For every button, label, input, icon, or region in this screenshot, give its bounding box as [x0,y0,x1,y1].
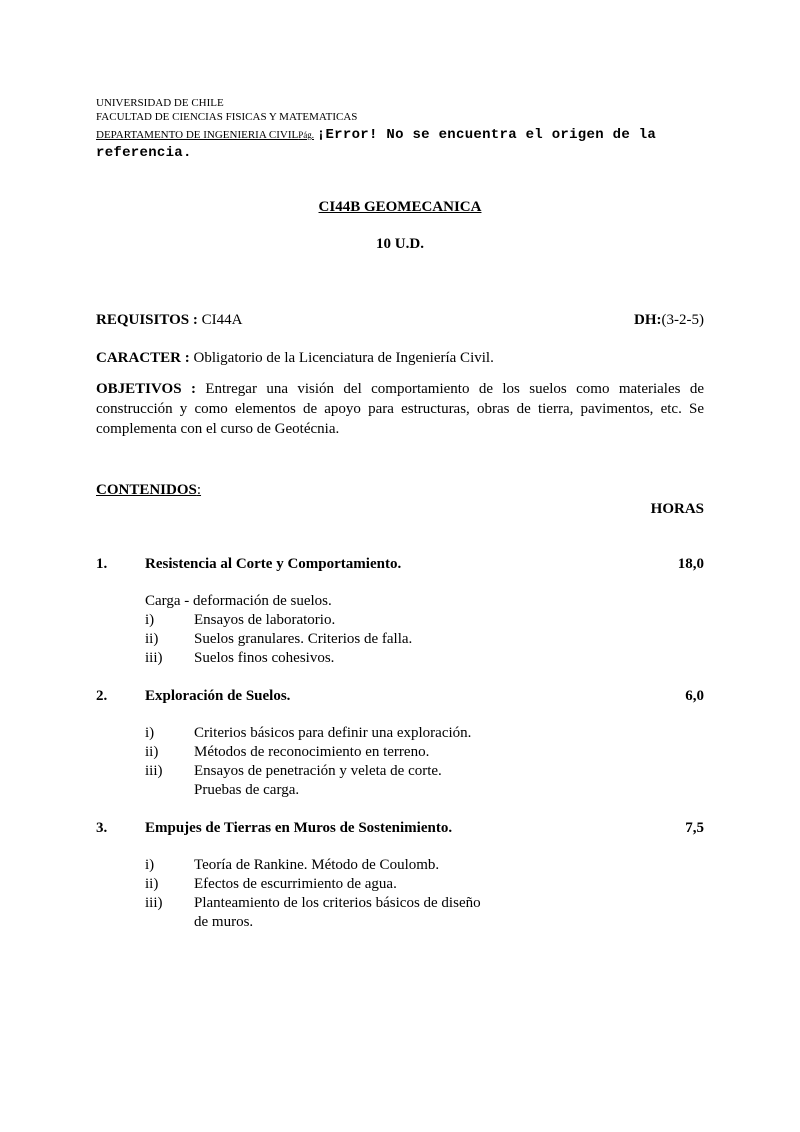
section-number: 3. [96,820,108,836]
department-name: DEPARTAMENTO DE INGENIERIA CIVIL [96,129,299,141]
section-hours: 18,0 [677,556,704,572]
objetivos-text: Entregar una visión del comportamiento de los suelos como materiales de construcción y como elementos de apoyo para estructuras, obras de tierra, pavimentos, etc. Se complementa con el curso de Geotécnia. [96,381,704,437]
item-text: Métodos de reconocimiento en terreno. [194,744,430,760]
item-text: Criterios básicos para definir una exploración. [194,725,472,741]
objetivos-label: OBJETIVOS [96,381,182,397]
caracter-colon: : [181,350,194,366]
horas-label: HORAS [650,501,704,517]
contenidos-heading [96,480,704,500]
dh-label: DH: [634,312,662,328]
requisitos-label: REQUISITOS : [96,312,198,328]
section-title: Resistencia al Corte y Comportamiento. [145,556,402,572]
item-text: Suelos granulares. Criterios de falla. [194,631,413,647]
dh-value-group [634,310,704,330]
objetivos-colon: : [181,381,206,397]
caracter-value: Obligatorio de la Licenciatura de Ingeniería Civil. [193,350,494,366]
page-label: Pág. [298,130,315,140]
item-text: de muros. [194,914,254,930]
section-hours: 7,5 [685,820,704,836]
item-numeral: i) [145,725,155,741]
item-numeral: i) [145,612,155,628]
item-numeral: ii) [145,744,159,760]
course-title: CI44B GEOMECANICA [318,199,482,215]
section-intro-text: Carga - deformación de suelos. [145,593,332,609]
item-numeral: ii) [145,876,159,892]
header-department-line [96,126,704,162]
item-text: Planteamiento de los criterios básicos de diseño [194,895,481,911]
section-intro [145,592,332,611]
item-text: Suelos finos cohesivos. [194,650,335,666]
item-numeral: iii) [145,895,163,911]
item-text: Pruebas de carga. [194,782,300,798]
faculty-name: FACULTAD DE CIENCIAS FISICAS Y MATEMATICAS [96,111,358,123]
requisitos-value: CI44A [201,312,243,328]
caracter-line [96,348,704,368]
objetivos-paragraph [96,379,704,439]
course-units: 10 U.D. [376,236,424,252]
item-text: Efectos de escurrimiento de agua. [194,876,397,892]
section-title: Empujes de Tierras en Muros de Sostenimiento. [145,820,453,836]
section-hours: 6,0 [685,688,704,704]
section-number: 2. [96,688,108,704]
section-title: Exploración de Suelos. [145,688,291,704]
item-numeral: iii) [145,763,163,779]
section-number: 1. [96,556,108,572]
item-text: Ensayos de laboratorio. [194,612,336,628]
item-numeral: iii) [145,650,163,666]
requisitos-line [96,310,704,330]
item-text: Teoría de Rankine. Método de Coulomb. [194,857,440,873]
contenidos-label: CONTENIDOS [96,482,197,498]
item-numeral: ii) [145,631,159,647]
item-numeral: i) [145,857,155,873]
reference-error-text: ¡Error! No se encuentra el origen de la referencia. [96,127,657,161]
item-text: Ensayos de penetración y veleta de corte. [194,763,442,779]
contenidos-colon: : [196,482,202,498]
caracter-label: CARACTER [96,350,182,366]
dh-value: (3-2-5) [661,312,704,328]
university-name: UNIVERSIDAD DE CHILE [96,97,224,109]
